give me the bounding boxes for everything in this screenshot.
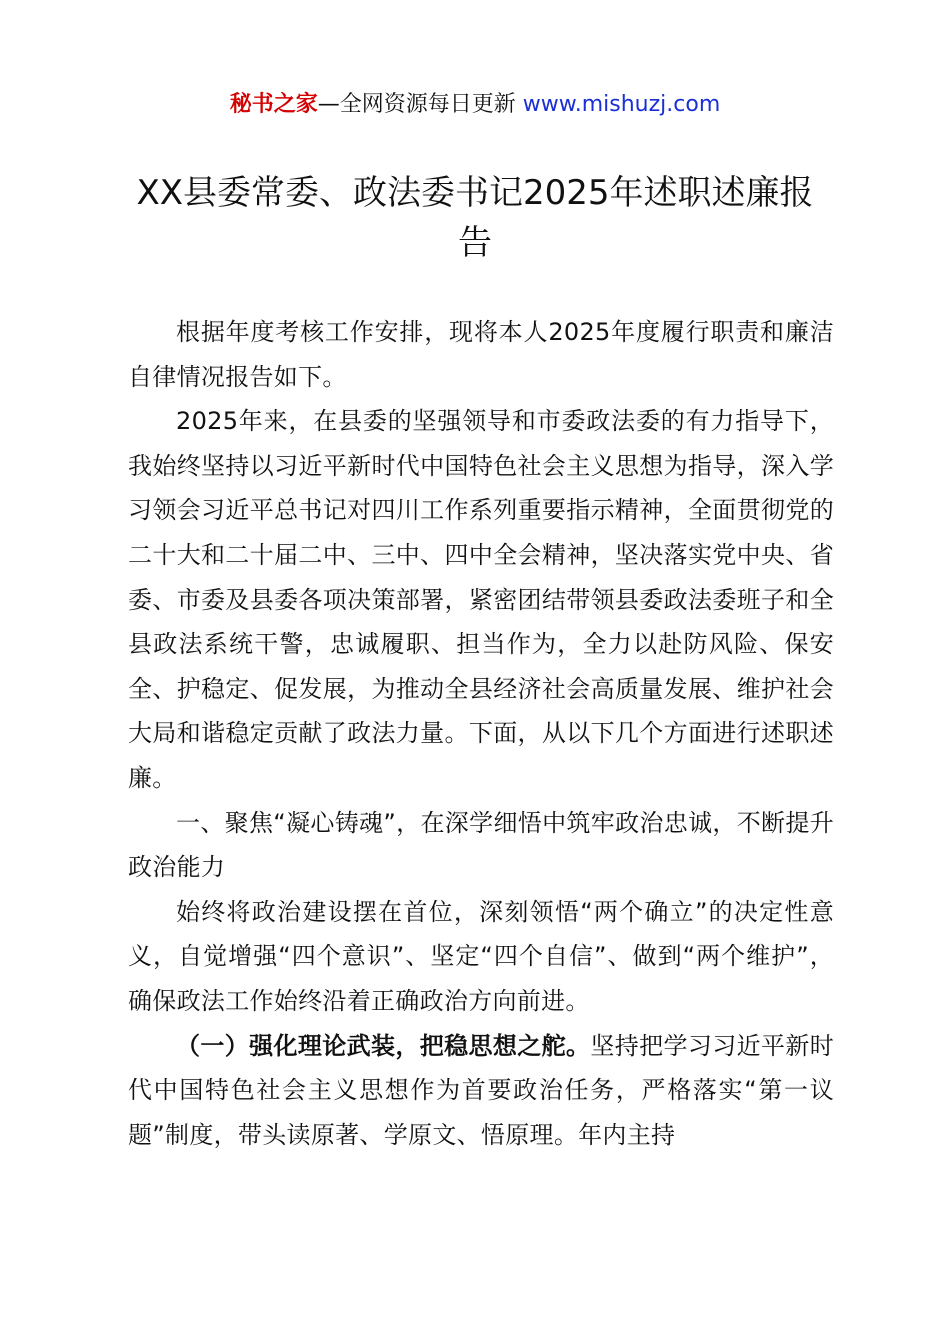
subsection-text: 坚持把学习习近平新时代中国特色社会主义思想作为首要政治任务，严格落实“第一议题”制度，带头读原著、学原文、悟原理。年内主持 — [128, 1031, 834, 1149]
document-body — [128, 310, 834, 1157]
site-header — [0, 88, 950, 122]
document-title: XX县委常委、政法委书记2025年述职述廉报告 — [136, 173, 814, 263]
site-slogan: —全网资源每日更新 — [317, 92, 523, 117]
subsection-heading: （一）强化理论武装，把稳思想之舵。 — [176, 1031, 591, 1060]
intro-paragraph: 根据年度考核工作安排，现将本人2025年度履行职责和廉洁自律情况报告如下。 — [128, 318, 834, 391]
site-url-link[interactable]: www.mishuzj.com — [522, 92, 721, 117]
site-brand: 秘书之家 — [229, 92, 318, 117]
overview-paragraph: 2025年来，在县委的坚强领导和市委政法委的有力指导下，我始终坚持以习近平新时代中国特色社会主义思想为指导，深入学习领会习近平总书记对四川工作系列重要指示精神，全面贯彻党的二十大和二十届二中、三中、四中全会精神，坚决落实党中央、省委、市委及县委各项决策部署，紧密团结带领县委政法委班子和全县政法系统干警，忠诚履职、担当作为，全力以赴防风险、保安全、护稳定、促发展，为推动全县经济社会高质量发展、维护社会大局和谐稳定贡献了政法力量。下面，从以下几个方面进行述职述廉。 — [128, 407, 834, 792]
section-heading: 一、聚焦“凝心铸魂”，在深学细悟中筑牢政治忠诚，不断提升政治能力 — [128, 808, 834, 882]
subsection-paragraph — [128, 1024, 834, 1158]
section-intro-paragraph: 始终将政治建设摆在首位，深刻领悟“两个确立”的决定性意义，自觉增强“四个意识”、坚定“四个自信”、做到“两个维护”，确保政法工作始终沿着正确政治方向前进。 — [128, 897, 834, 1015]
